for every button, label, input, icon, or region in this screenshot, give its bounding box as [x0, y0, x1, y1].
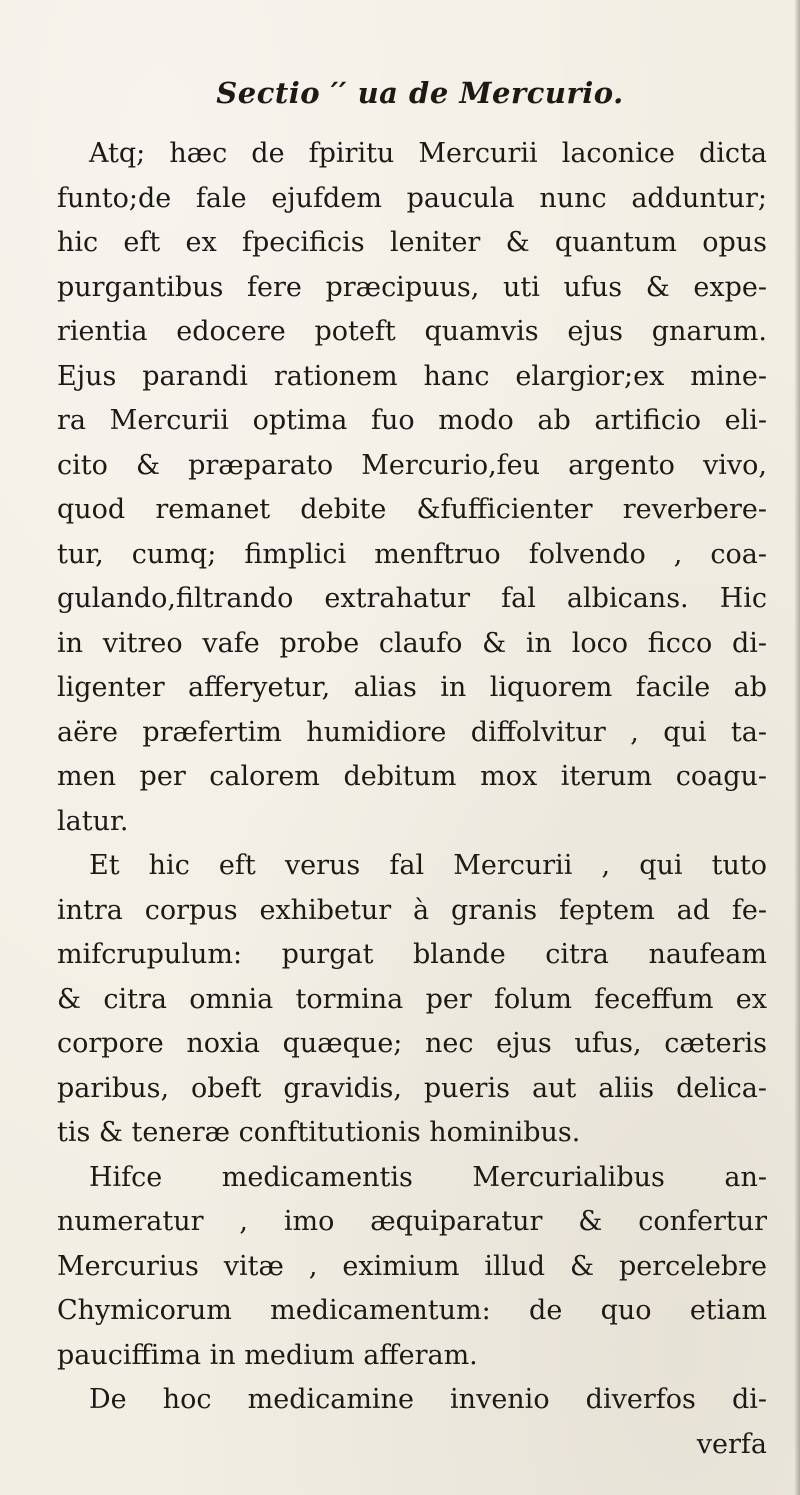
catchword: verfa	[696, 1428, 767, 1460]
text-line: Mercurius vitæ , eximium illud & percelebre	[57, 1250, 767, 1282]
text-line: paribus, obeft gravidis, pueris aut aliis delica-	[57, 1072, 767, 1104]
text-line: cito & præparato Mercurio,feu argento vivo,	[57, 449, 767, 481]
text-line: intra corpus exhibetur à granis feptem ad fe-	[57, 894, 767, 926]
page-edge-shadow	[794, 0, 800, 1495]
text-line: Et hic eft verus fal Mercurii , qui tuto	[89, 850, 767, 881]
text-line: hic eft ex fpecificis leniter & quantum opus	[57, 227, 767, 258]
text-line: Ejus parandi rationem hanc elargior;ex mine-	[57, 360, 767, 392]
text-line: pauciffima in medium afferam.	[57, 1339, 478, 1371]
text-line: Chymicorum medicamentum: de quo etiam	[57, 1295, 767, 1326]
text-line: ligenter afferyetur, alias in liquorem facile ab	[57, 672, 767, 703]
text-line: quod remanet debite &fufficienter reverbere-	[57, 494, 767, 525]
text-line: ra Mercurii optima fuo modo ab artificio eli-	[57, 405, 767, 436]
text-line: corpore noxia quæque; nec ejus ufus, cæteris	[57, 1028, 767, 1059]
text-line: men per calorem debitum mox iterum coagu-	[57, 761, 767, 792]
text-line: numeratur , imo æquiparatur & confertur	[57, 1206, 767, 1237]
text-line: tur, cumq; fimplici menftruo folvendo , coa-	[57, 538, 767, 570]
text-line: De hoc medicamine invenio diverfos di-	[89, 1384, 767, 1415]
text-line: purgantibus fere præcipuus, uti ufus & expe-	[57, 271, 767, 303]
text-line: funto;de fale ejufdem paucula nunc adduntur;	[57, 182, 767, 214]
text-line: & citra omnia tormina per folum feceffum ex	[57, 983, 767, 1015]
text-line: rientia edocere poteft quamvis ejus gnarum.	[57, 316, 767, 347]
text-line: Atq; hæc de fpiritu Mercurii laconice dicta	[89, 138, 767, 169]
text-line: mifcrupulum: purgat blande citra naufeam	[57, 939, 767, 970]
main-text	[57, 132, 767, 1467]
running-head: Sectio ′′ ua de Mercurio.	[216, 76, 624, 110]
text-line: gulando,filtrando extrahatur fal albicans. Hic	[57, 583, 767, 614]
text-line: Hifce medicamentis Mercurialibus an-	[89, 1161, 767, 1193]
text-line: in vitreo vafe probe claufo & in loco ficco di-	[57, 627, 767, 659]
text-line: tis & teneræ conftitutionis hominibus.	[57, 1117, 581, 1148]
text-line: latur.	[57, 805, 129, 837]
text-line: aëre præfertim humidiore diffolvitur , qui ta-	[57, 716, 767, 748]
